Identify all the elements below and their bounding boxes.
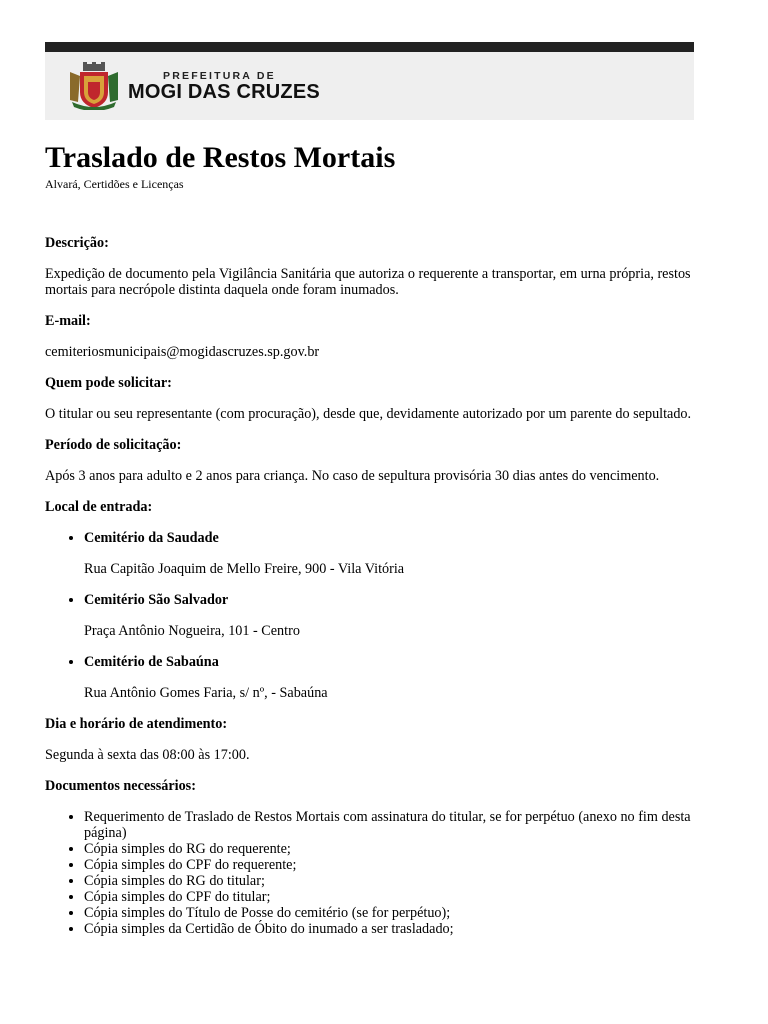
location-address: Rua Capitão Joaquim de Mello Freire, 900 - Vila Vitória xyxy=(84,561,405,577)
list-item: • Requerimento de Traslado de Restos Mortais com assinatura do titular, se for perpétuo (anexo no fim desta página) xyxy=(84,809,720,841)
brand-subtitle: PREFEITURA DE xyxy=(163,70,276,82)
documents-list xyxy=(45,809,720,937)
list-item: • Cópia simples do CPF do requerente; xyxy=(84,857,720,873)
location-name: • Cemitério de Sabaúna xyxy=(84,654,219,670)
periodo-text: Após 3 anos para adulto e 2 anos para criança. No caso de sepultura provisória 30 dias antes do vencimento. xyxy=(45,468,660,484)
location-address: Rua Antônio Gomes Faria, s/ nº, - Sabaúna xyxy=(84,685,328,701)
header-top-bar xyxy=(45,42,694,52)
horario-text: Segunda à sexta das 08:00 às 17:00. xyxy=(45,747,250,763)
location-name: • Cemitério São Salvador xyxy=(84,592,229,608)
location-address: Praça Antônio Nogueira, 101 - Centro xyxy=(84,623,300,639)
site-logo[interactable] xyxy=(66,62,320,112)
horario-label: Dia e horário de atendimento: xyxy=(45,716,228,732)
list-item xyxy=(84,654,720,701)
list-item: • Cópia simples do RG do requerente; xyxy=(84,841,720,857)
list-item xyxy=(84,592,720,639)
descricao-label: Descrição: xyxy=(45,235,109,251)
list-item xyxy=(84,530,720,577)
brand-name: MOGI DAS CRUZES xyxy=(128,81,320,103)
descricao-text: Expedição de documento pela Vigilância Sanitária que autoriza o requerente a transportar, em urna própria, restos mortais para necrópole distinta daquela onde foram inumados. xyxy=(45,266,691,298)
email-text[interactable]: cemiteriosmunicipais@mogidascruzes.sp.gov.br xyxy=(45,344,320,360)
service-details xyxy=(45,235,720,952)
documentos-label: Documentos necessários: xyxy=(45,778,196,794)
list-item: • Cópia simples do CPF do titular; xyxy=(84,889,720,905)
page-category: Alvará, Certidões e Licenças xyxy=(45,177,184,191)
local-entrada-label: Local de entrada: xyxy=(45,499,153,515)
list-item: • Cópia simples do RG do titular; xyxy=(84,873,720,889)
list-item: • Cópia simples da Certidão de Óbito do inumado a ser trasladado; xyxy=(84,921,720,937)
location-name: • Cemitério da Saudade xyxy=(84,530,219,546)
email-label: E-mail: xyxy=(45,313,91,329)
list-item: • Cópia simples do Título de Posse do cemitério (se for perpétuo); xyxy=(84,905,720,921)
quem-pode-solicitar-label: Quem pode solicitar: xyxy=(45,375,172,391)
quem-pode-solicitar-text: O titular ou seu representante (com procuração), desde que, devidamente autorizado por um parente do sepultado. xyxy=(45,406,692,422)
municipal-coat-of-arms-icon xyxy=(66,62,122,110)
location-list xyxy=(45,530,720,701)
page-title: Traslado de Restos Mortais xyxy=(45,141,396,174)
periodo-label: Período de solicitação: xyxy=(45,437,182,453)
